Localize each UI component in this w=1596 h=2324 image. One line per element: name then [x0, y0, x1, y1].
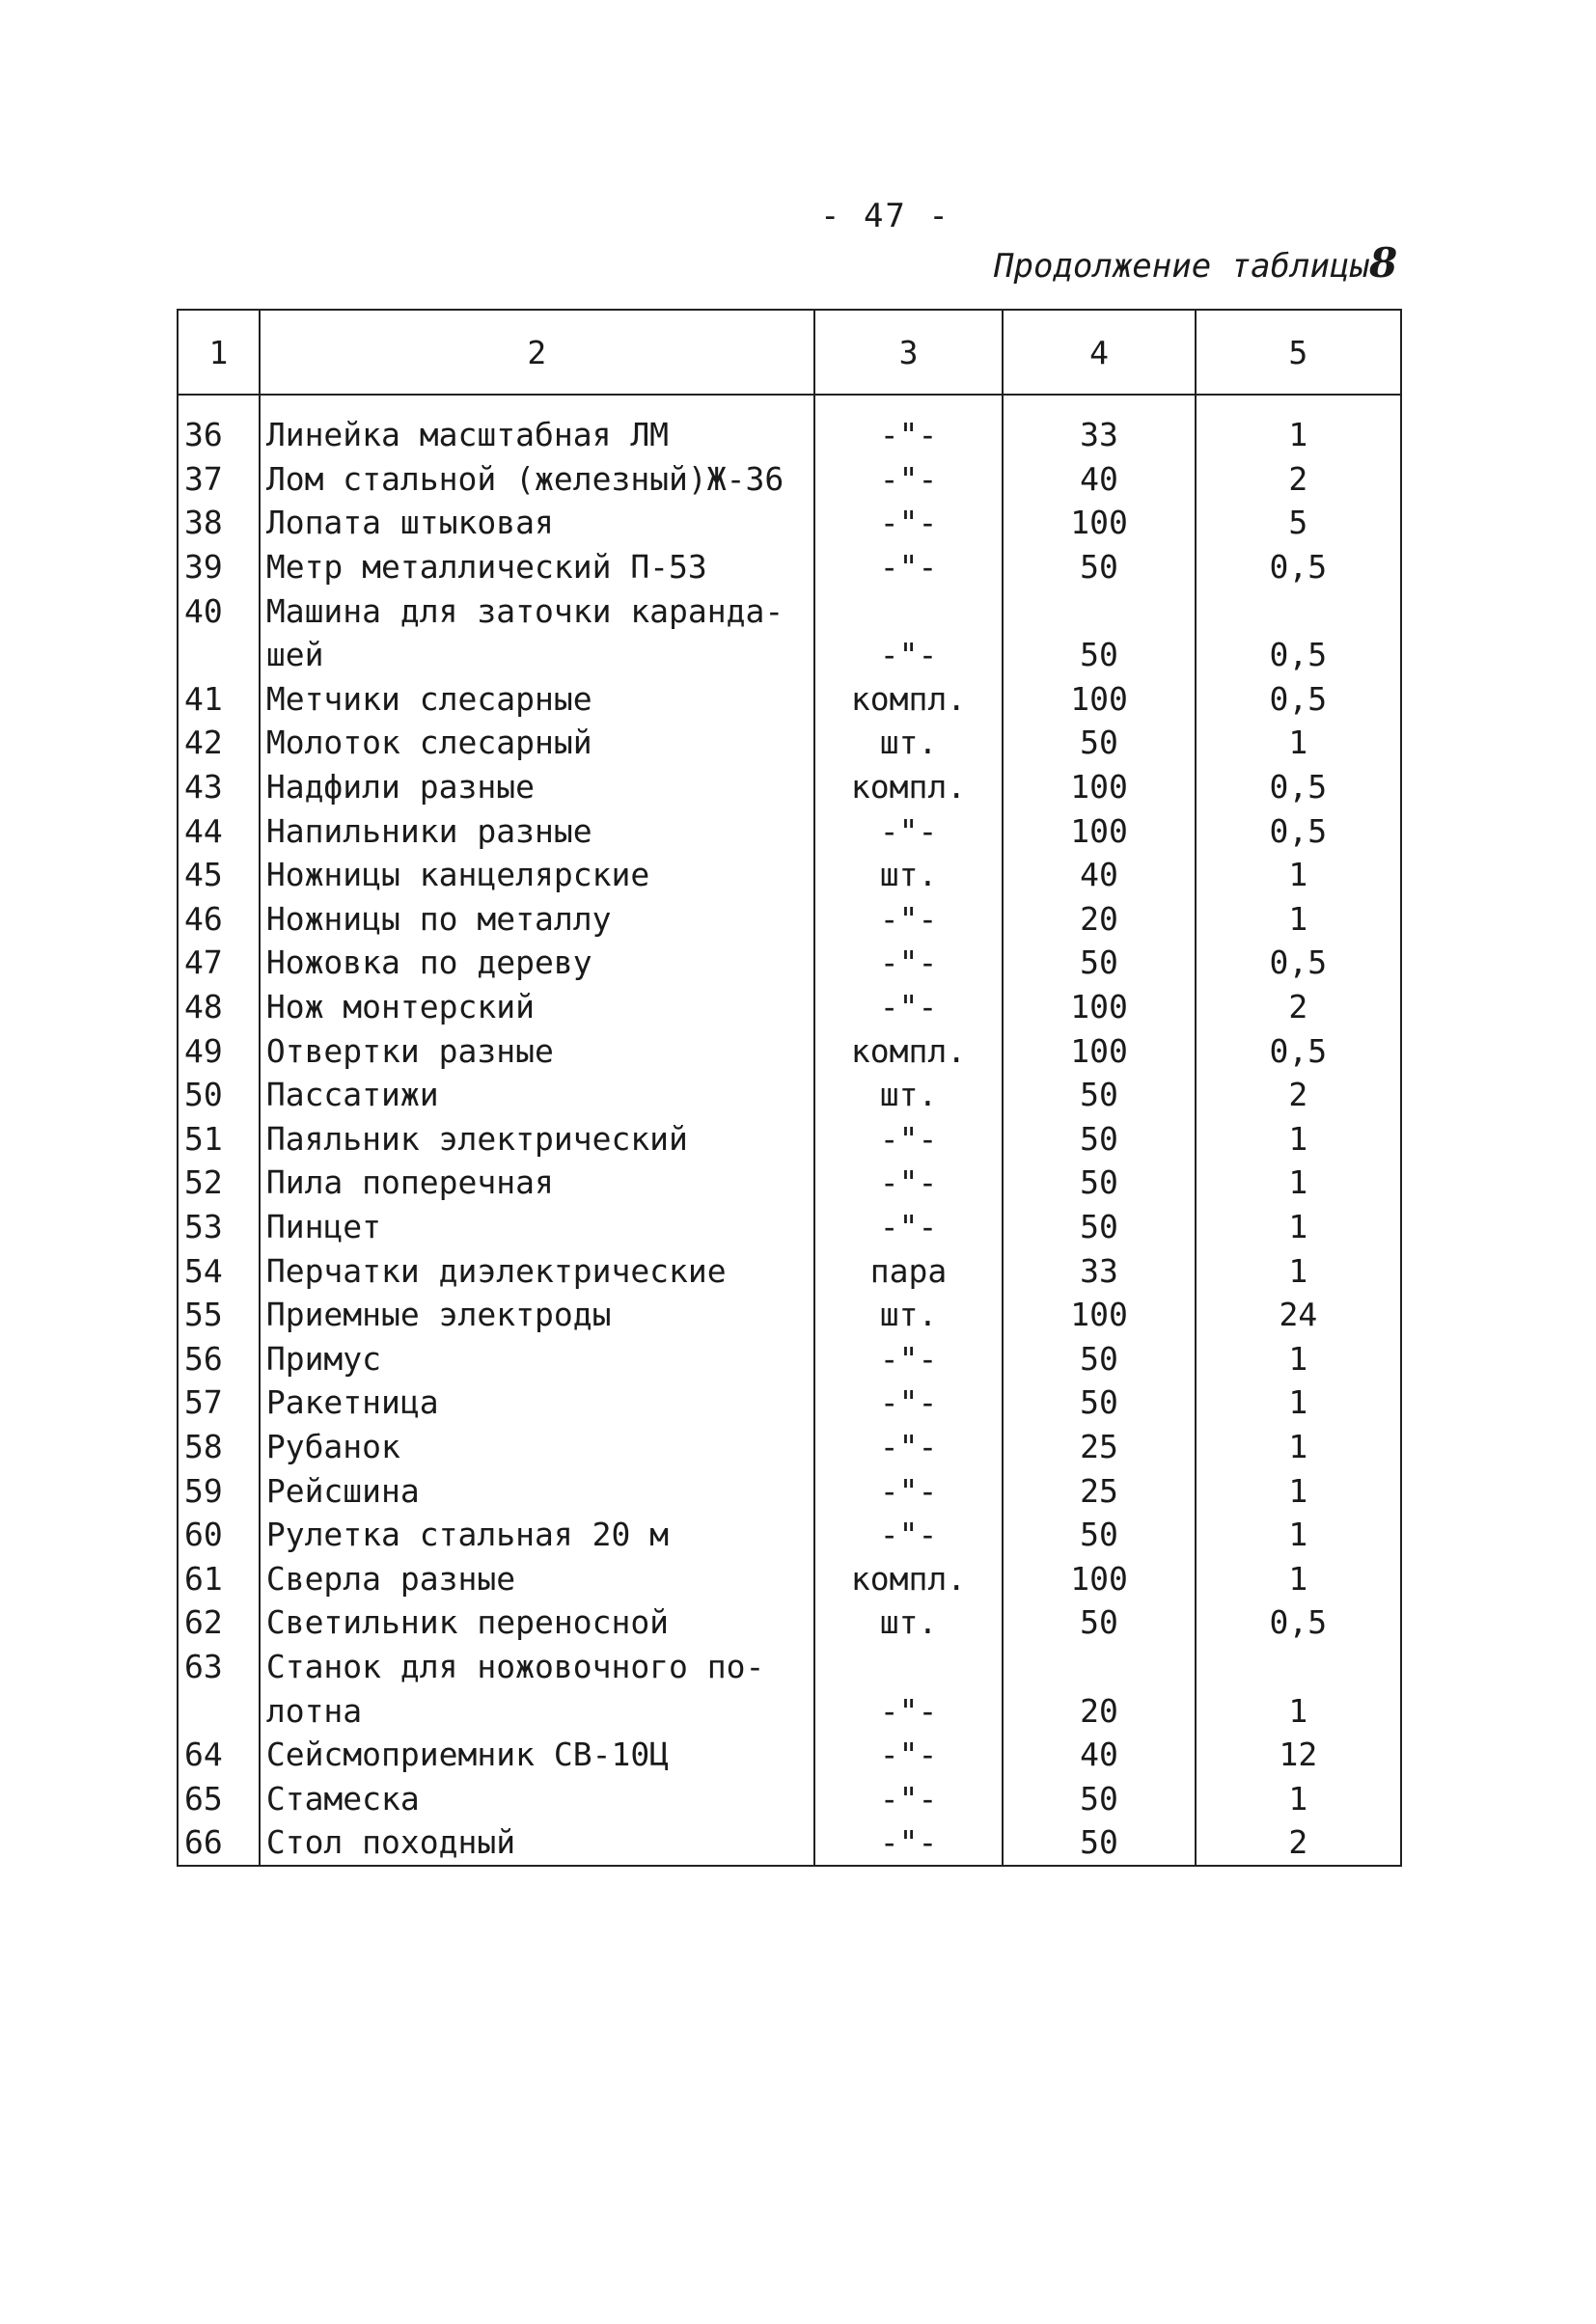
norm-cell: 0,5 [1196, 1028, 1401, 1073]
row-number-cell: 36 [178, 395, 260, 457]
norm-cell: 1 [1196, 1556, 1401, 1600]
quantity-cell: 50 [1003, 941, 1195, 985]
unit-cell: -"- [814, 1425, 1004, 1469]
unit-cell: -"- [814, 501, 1004, 545]
item-name-cell: Рейсшина [260, 1468, 814, 1513]
norm-cell: 1 [1196, 1248, 1401, 1293]
quantity-cell: 100 [1003, 985, 1195, 1029]
column-header: 3 [814, 310, 1004, 395]
column-header: 1 [178, 310, 260, 395]
table-row [178, 1381, 1401, 1425]
quantity-cell: 50 [1003, 1117, 1195, 1162]
quantity-cell: 100 [1003, 1028, 1195, 1073]
item-name-cell: Ракетница [260, 1381, 814, 1425]
item-name-cell: Стол походный [260, 1820, 814, 1866]
item-name-cell: Рулетка стальная 20 м [260, 1513, 814, 1557]
quantity-cell: 25 [1003, 1425, 1195, 1469]
quantity-cell: 100 [1003, 765, 1195, 809]
row-number-cell: 49 [178, 1028, 260, 1073]
table-header-row [178, 310, 1401, 395]
quantity-cell: 33 [1003, 1248, 1195, 1293]
row-number-cell: 51 [178, 1117, 260, 1162]
item-name-cell: Ножовка по дереву [260, 941, 814, 985]
unit-cell: -"- [814, 1336, 1004, 1381]
norm-cell: 24 [1196, 1293, 1401, 1337]
table-row [178, 545, 1401, 589]
item-name-cell: Нож монтерский [260, 985, 814, 1029]
unit-cell: шт. [814, 1293, 1004, 1337]
table-row [178, 633, 1401, 677]
unit-cell: компл. [814, 1028, 1004, 1073]
row-number-cell [178, 633, 260, 677]
quantity-cell: 50 [1003, 1381, 1195, 1425]
item-name-cell: Сверла разные [260, 1556, 814, 1600]
quantity-cell [1003, 1645, 1195, 1689]
page-number: - 47 - [820, 197, 950, 235]
quantity-cell: 50 [1003, 1073, 1195, 1117]
item-name-cell: Молоток слесарный [260, 721, 814, 765]
norm-cell: 1 [1196, 1117, 1401, 1162]
unit-cell: шт. [814, 1600, 1004, 1645]
table-row [178, 1336, 1401, 1381]
table-continuation-caption [994, 239, 1397, 287]
table-row [178, 985, 1401, 1029]
quantity-cell: 33 [1003, 395, 1195, 457]
norm-cell: 2 [1196, 457, 1401, 502]
norm-cell: 1 [1196, 721, 1401, 765]
quantity-cell: 40 [1003, 853, 1195, 897]
row-number-cell: 63 [178, 1645, 260, 1689]
row-number-cell: 65 [178, 1776, 260, 1820]
item-name-cell: Стамеска [260, 1776, 814, 1820]
item-name-cell: Примус [260, 1336, 814, 1381]
unit-cell: компл. [814, 1556, 1004, 1600]
unit-cell: -"- [814, 897, 1004, 942]
row-number-cell: 57 [178, 1381, 260, 1425]
row-number-cell: 61 [178, 1556, 260, 1600]
row-number-cell: 59 [178, 1468, 260, 1513]
table-row [178, 1117, 1401, 1162]
row-number-cell: 64 [178, 1733, 260, 1777]
table-body [178, 395, 1401, 1866]
row-number-cell: 47 [178, 941, 260, 985]
row-number-cell [178, 1688, 260, 1733]
norm-cell: 0,5 [1196, 808, 1401, 853]
norm-cell: 0,5 [1196, 941, 1401, 985]
norm-cell [1196, 1645, 1401, 1689]
norm-cell: 0,5 [1196, 633, 1401, 677]
unit-cell: -"- [814, 941, 1004, 985]
row-number-cell: 56 [178, 1336, 260, 1381]
item-name-cell: Ножницы по металлу [260, 897, 814, 942]
item-name-cell: лотна [260, 1688, 814, 1733]
unit-cell: -"- [814, 1733, 1004, 1777]
row-number-cell: 38 [178, 501, 260, 545]
row-number-cell: 39 [178, 545, 260, 589]
table-row [178, 1688, 1401, 1733]
unit-cell: -"- [814, 1513, 1004, 1557]
quantity-cell: 20 [1003, 1688, 1195, 1733]
item-name-cell: Надфили разные [260, 765, 814, 809]
table-row [178, 1248, 1401, 1293]
item-name-cell: Ножницы канцелярские [260, 853, 814, 897]
quantity-cell: 100 [1003, 1556, 1195, 1600]
unit-cell: -"- [814, 1161, 1004, 1205]
row-number-cell: 42 [178, 721, 260, 765]
quantity-cell: 50 [1003, 1820, 1195, 1866]
table-row [178, 501, 1401, 545]
table-row [178, 1161, 1401, 1205]
quantity-cell: 50 [1003, 1513, 1195, 1557]
continuation-label: Продолжение таблицы [994, 247, 1369, 286]
row-number-cell: 58 [178, 1425, 260, 1469]
row-number-cell: 50 [178, 1073, 260, 1117]
unit-cell [814, 588, 1004, 633]
norm-cell: 1 [1196, 897, 1401, 942]
table-row [178, 457, 1401, 502]
norm-cell: 1 [1196, 853, 1401, 897]
item-name-cell: Метр металлический П-53 [260, 545, 814, 589]
unit-cell: -"- [814, 1205, 1004, 1249]
item-name-cell: Лом стальной (железный)Ж-36 [260, 457, 814, 502]
unit-cell: -"- [814, 457, 1004, 502]
unit-cell: -"- [814, 1820, 1004, 1866]
table-row [178, 1468, 1401, 1513]
item-name-cell: Рубанок [260, 1425, 814, 1469]
row-number-cell: 54 [178, 1248, 260, 1293]
unit-cell: -"- [814, 1776, 1004, 1820]
item-name-cell: Линейка масштабная ЛМ [260, 395, 814, 457]
norm-cell: 0,5 [1196, 765, 1401, 809]
unit-cell [814, 1645, 1004, 1689]
quantity-cell: 50 [1003, 545, 1195, 589]
quantity-cell: 50 [1003, 1205, 1195, 1249]
norm-cell: 1 [1196, 1336, 1401, 1381]
table-row [178, 897, 1401, 942]
row-number-cell: 40 [178, 588, 260, 633]
row-number-cell: 53 [178, 1205, 260, 1249]
norm-cell: 1 [1196, 1688, 1401, 1733]
quantity-cell: 50 [1003, 1336, 1195, 1381]
quantity-cell: 50 [1003, 721, 1195, 765]
table-row [178, 395, 1401, 457]
quantity-cell: 100 [1003, 808, 1195, 853]
table-row [178, 721, 1401, 765]
item-name-cell: Лопата штыковая [260, 501, 814, 545]
unit-cell: -"- [814, 985, 1004, 1029]
unit-cell: -"- [814, 1117, 1004, 1162]
item-name-cell: Метчики слесарные [260, 677, 814, 722]
table-row [178, 1733, 1401, 1777]
item-name-cell: Пила поперечная [260, 1161, 814, 1205]
table-row [178, 1028, 1401, 1073]
row-number-cell: 48 [178, 985, 260, 1029]
norm-cell: 0,5 [1196, 545, 1401, 589]
row-number-cell: 37 [178, 457, 260, 502]
norm-cell: 0,5 [1196, 677, 1401, 722]
item-name-cell: Паяльник электрический [260, 1117, 814, 1162]
norm-cell: 12 [1196, 1733, 1401, 1777]
item-name-cell: Станок для ножовочного по- [260, 1645, 814, 1689]
table-row [178, 1425, 1401, 1469]
unit-cell: -"- [814, 808, 1004, 853]
equipment-table [177, 309, 1402, 1867]
unit-cell: -"- [814, 633, 1004, 677]
column-header: 4 [1003, 310, 1195, 395]
item-name-cell: Машина для заточки каранда- [260, 588, 814, 633]
item-name-cell: Светильник переносной [260, 1600, 814, 1645]
row-number-cell: 46 [178, 897, 260, 942]
column-header: 2 [260, 310, 814, 395]
unit-cell: -"- [814, 1381, 1004, 1425]
table-row [178, 808, 1401, 853]
table-row [178, 1820, 1401, 1866]
table-row [178, 1556, 1401, 1600]
unit-cell: -"- [814, 1688, 1004, 1733]
norm-cell: 2 [1196, 985, 1401, 1029]
table-row [178, 1073, 1401, 1117]
norm-cell: 1 [1196, 1161, 1401, 1205]
norm-cell: 1 [1196, 395, 1401, 457]
quantity-cell: 100 [1003, 677, 1195, 722]
quantity-cell: 40 [1003, 1733, 1195, 1777]
table-row [178, 1776, 1401, 1820]
table-row [178, 1513, 1401, 1557]
item-name-cell: шей [260, 633, 814, 677]
table-row [178, 677, 1401, 722]
table-row [178, 1600, 1401, 1645]
quantity-cell [1003, 588, 1195, 633]
unit-cell: шт. [814, 853, 1004, 897]
row-number-cell: 60 [178, 1513, 260, 1557]
norm-cell: 2 [1196, 1820, 1401, 1866]
row-number-cell: 62 [178, 1600, 260, 1645]
item-name-cell: Пинцет [260, 1205, 814, 1249]
quantity-cell: 50 [1003, 633, 1195, 677]
row-number-cell: 44 [178, 808, 260, 853]
row-number-cell: 43 [178, 765, 260, 809]
row-number-cell: 55 [178, 1293, 260, 1337]
item-name-cell: Пассатижи [260, 1073, 814, 1117]
norm-cell: 1 [1196, 1425, 1401, 1469]
table-row [178, 588, 1401, 633]
row-number-cell: 66 [178, 1820, 260, 1866]
norm-cell: 1 [1196, 1205, 1401, 1249]
column-header: 5 [1196, 310, 1401, 395]
quantity-cell: 50 [1003, 1600, 1195, 1645]
norm-cell: 5 [1196, 501, 1401, 545]
table-row [178, 1293, 1401, 1337]
unit-cell: компл. [814, 765, 1004, 809]
unit-cell: шт. [814, 1073, 1004, 1117]
item-name-cell: Напильники разные [260, 808, 814, 853]
quantity-cell: 20 [1003, 897, 1195, 942]
table-row [178, 941, 1401, 985]
item-name-cell: Перчатки диэлектрические [260, 1248, 814, 1293]
unit-cell: шт. [814, 721, 1004, 765]
norm-cell: 1 [1196, 1381, 1401, 1425]
row-number-cell: 52 [178, 1161, 260, 1205]
quantity-cell: 50 [1003, 1161, 1195, 1205]
unit-cell: -"- [814, 1468, 1004, 1513]
quantity-cell: 25 [1003, 1468, 1195, 1513]
unit-cell: компл. [814, 677, 1004, 722]
item-name-cell: Сейсмоприемник СВ-10Ц [260, 1733, 814, 1777]
table-row [178, 1205, 1401, 1249]
norm-cell: 1 [1196, 1468, 1401, 1513]
table-row [178, 1645, 1401, 1689]
unit-cell: -"- [814, 395, 1004, 457]
table-number: 8 [1368, 239, 1398, 287]
item-name-cell: Приемные электроды [260, 1293, 814, 1337]
row-number-cell: 45 [178, 853, 260, 897]
norm-cell: 1 [1196, 1776, 1401, 1820]
table-row [178, 765, 1401, 809]
quantity-cell: 50 [1003, 1776, 1195, 1820]
item-name-cell: Отвертки разные [260, 1028, 814, 1073]
row-number-cell: 41 [178, 677, 260, 722]
norm-cell [1196, 588, 1401, 633]
unit-cell: -"- [814, 545, 1004, 589]
table-row [178, 853, 1401, 897]
norm-cell: 2 [1196, 1073, 1401, 1117]
quantity-cell: 100 [1003, 501, 1195, 545]
norm-cell: 0,5 [1196, 1600, 1401, 1645]
norm-cell: 1 [1196, 1513, 1401, 1557]
quantity-cell: 40 [1003, 457, 1195, 502]
unit-cell: пара [814, 1248, 1004, 1293]
quantity-cell: 100 [1003, 1293, 1195, 1337]
